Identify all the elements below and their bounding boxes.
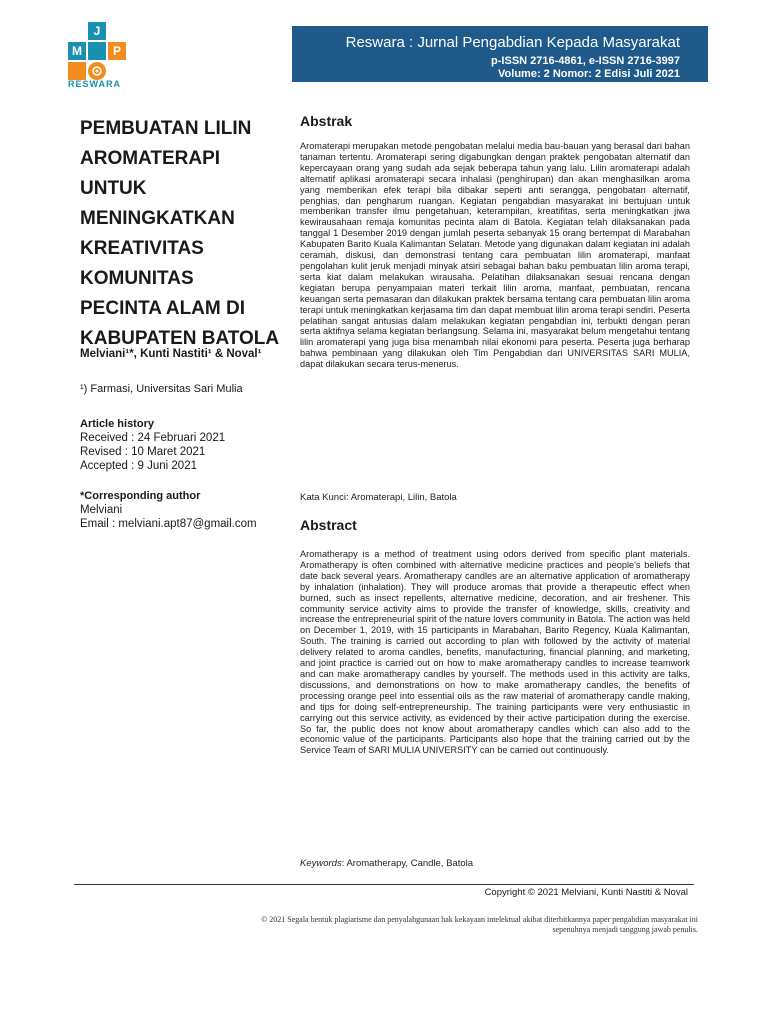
accepted-date: Accepted : 9 Juni 2021 xyxy=(80,460,197,472)
abstrak-heading: Abstrak xyxy=(300,113,353,129)
keywords-label: Keywords xyxy=(300,858,342,869)
abstract-text: Aromatherapy is a method of treatment using odors derived from specific plant materials. Aromatherapy is often combined with alternative medicine practices and people's beliefs that date back several years. Aromatherapy candles are an alternative application of aromatherapy by inhalation (inhalation). They will produce aromas that provide a therapeutic effect when burned, such as insect repellents, alternative medicine, decoration, and air freshener. This community service activity aims to provide the transfer of knowledge, skills, creativity and increase the entrepreneurial spirit of the nature lovers community in Batola. The action was held on December 1, 2019, with 15 participants in Marabahan, Barito Regency, Kuala Kalimantan, South. The training is carried out according to plan with followed by the activity of material delivery related to aroma candles, benefits, manufacturing, financial planning, and marketing, and joint practice is carried out on how to make aromatherapy candles to increase teamwork and can make aromatherapy candles by yourself. The methods used in this activity are talks, discussions, and demonstrations on how to make aromatherapy candles, the benefits of processing orange peel into essential oils as the raw material of aromatherapy candle making, and tips for doing self-entrepreneurship. The training participants were very enthusiastic in carrying out this service activity, as evidenced by their active participation during the exercise. So far, the public does not know about aromatherapy candles which can also add to the economic value of the participants. Participants also hope that the training carried out by the Service Team of SARI MULIA UNIVERSITY can be carried out continuously. xyxy=(300,549,690,756)
journal-volume: Volume: 2 Nomor: 2 Edisi Juli 2021 xyxy=(498,68,680,80)
logo-cell-blank xyxy=(88,42,106,60)
keywords-values: : Aromatherapy, Candle, Batola xyxy=(341,858,474,869)
abstrak-text: Aromaterapi merupakan metode pengobatan melalui media bau-bauan yang berasal dari bahan tanaman tertentu. Aromaterapi sering digabungkan dengan praktek pengobatan alternatif dan kepercayaan orang yang sudah ada sejak beberapa tahun yang lalu. Lilin aromaterapi adalah alternatif aplikasi aromaterapi secara inhalasi (penghirupan) dan akan menghasilkan aroma yang memberikan efek terapi bila dibakar seperti anti serangga, pengobatan alternatif, penghias, dan pengharum ruangan. Kegiatan pengabdian masyarakat ini bertujuan untuk memberikan transfer ilmu pengetahuan, keterampilan, kreatifitas, serta meningkatkan jiwa kewirausahaan remaja komunitas pecinta alam di Batola. Kegiatan telah dilaksanakan pada tanggal 1 Desember 2019 dengan jumlah peserta sebanyak 15 orang bertempat di Marabahan Kabupaten Barito Kuala Kalimantan Selatan. Metode yang digunakan dalam kegiatan ini adalah ceramah, diskusi, dan demonstrasi tentang cara pembuatan lilin aromaterapi, manfaat pengolahan kulit jeruk menjadi minyak atsiri sebagai bahan baku pembuatan lilin aroma terapi, serta kiat dalam melakukan wirausaha. Pelatihan dilaksanakan sesuai rencana dengan kegiatan berupa penyampaian materi terkait lilin aroma, manfaat, pembuatan, rencana keuangan serta pemasaran dan dilakukan praktek bersama tentang cara pembuatan lilin aroma terapi untuk meningkatkan kerjasama tim dan dapat membuat lilin aroma terapi sendiri. Peserta pelatihan sangat antusias dalam melakukan kegiatan pengabdian ini, terbukti dengan peran serta aktifnya selama kegiatan berlangsung. Selama ini, masyarakat belum mengetahui tentang lilin aromaterapi yang juga bisa menambah nilai ekonomi para peserta. Peserta juga berharap bahwa pembinaan yang dilakukan oleh Tim Pengabdian dari UNIVERSITAS SARI MULIA, dapat dilakukan secara terus-menerus. xyxy=(300,141,690,370)
corresponding-name: Melviani xyxy=(80,504,123,516)
logo-letter-j: J xyxy=(88,22,106,40)
logo-cell-orange xyxy=(68,62,86,80)
corresponding-email: Email : melviani.apt87@gmail.com xyxy=(80,518,257,530)
authors: Melviani¹*, Kunti Nastiti¹ & Noval¹ xyxy=(80,348,262,360)
article-title: PEMBUATAN LILIN AROMATERAPI UNTUK MENINGKATKAN KREATIVITAS KOMUNITAS PECINTA ALAM DI KABUPATEN BATOLA xyxy=(80,118,280,349)
affiliation: ¹) Farmasi, Universitas Sari Mulia xyxy=(80,383,243,395)
corresponding-author xyxy=(80,503,257,531)
journal-header xyxy=(0,0,768,92)
journal-band xyxy=(292,26,708,82)
journal-issn: p-ISSN 2716-4861, e-ISSN 2716-3997 xyxy=(491,55,680,67)
logo-letter-p: P xyxy=(108,42,126,60)
journal-name: Reswara : Jurnal Pengabdian Kepada Masyarakat xyxy=(345,34,680,51)
footer-divider xyxy=(74,884,694,885)
corresponding-heading: *Corresponding author xyxy=(80,490,201,502)
received-date: Received : 24 Februari 2021 xyxy=(80,432,226,444)
logo-wordmark: RESWARA xyxy=(68,79,122,89)
logo-letter-m: M xyxy=(68,42,86,60)
history-heading: Article history xyxy=(80,418,154,430)
article-history xyxy=(80,431,225,473)
abstract-keywords xyxy=(300,858,473,869)
logo-emblem-icon xyxy=(88,62,106,80)
revised-date: Revised : 10 Maret 2021 xyxy=(80,446,206,458)
plagiarism-note: © 2021 Segala bentuk plagiarisme dan penyalahgunaan hak kekayaan intelektual akibat diterbitkannya paper pengabdian masyarakat ini sepenuhnya menjadi tanggung jawab penulis. xyxy=(261,915,698,934)
copyright: Copyright © 2021 Melviani, Kunti Nastiti & Noval xyxy=(484,887,688,898)
logo-grid xyxy=(68,22,130,80)
abstrak-keywords: Kata Kunci: Aromaterapi, Lilin, Batola xyxy=(300,492,457,503)
jpm-logo xyxy=(68,22,130,92)
abstract-heading: Abstract xyxy=(300,517,357,533)
